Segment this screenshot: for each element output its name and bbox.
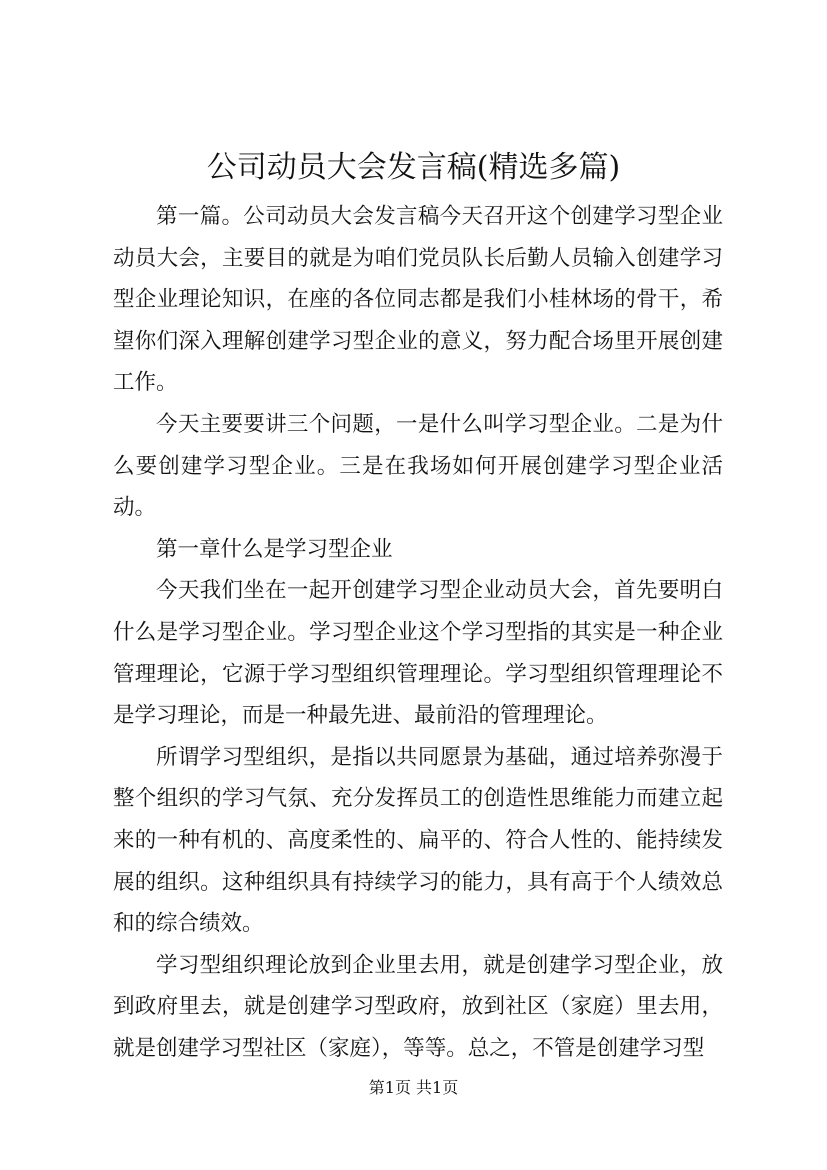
page-footer: 第1页 共1页 [368,1078,459,1097]
chapter-heading: 第一章什么是学习型企业 [156,536,393,562]
paragraph-intro: 第一篇。公司动员大会发言稿今天召开这个创建学习型企业动员大会，主要目的就是为咱们党员队长后勤人员输入创建学习型企业理论知识，在座的各位同志都是我们小桂林场的骨干，希望你们深入理解创建学习型企业的意义，努力配合场里开展创建工作。 [113,204,723,396]
paragraph-application: 学习型组织理论放到企业里去用，就是创建学习型企业，放到政府里去，就是创建学习型政府，放到社区（家庭）里去用，就是创建学习型社区（家庭），等等。总之，不管是创建学习型 [113,952,723,1061]
page-title: 公司动员大会发言稿(精选多篇) [206,150,621,185]
paragraph-definition: 所谓学习型组织，是指以共同愿景为基础，通过培养弥漫于整个组织的学习气氛、充分发挥员工的创造性思维能力而建立起来的一种有机的、高度柔性的、扁平的、符合人性的、能持续发展的组织。这种组织具有持续学习的能力，具有高于个人绩效总和的综合绩效。 [113,744,723,937]
paragraph-what-is: 今天我们坐在一起开创建学习型企业动员大会，首先要明白什么是学习型企业。学习型企业这个学习型指的其实是一种企业管理理论，它源于学习型组织管理理论。学习型组织管理理论不是学习理论，而是一种最先进、最前沿的管理理论。 [113,578,723,729]
document-body [113,196,723,1069]
paragraph-three-questions: 今天主要要讲三个问题，一是什么叫学习型企业。二是为什么要创建学习型企业。三是在我场如何开展创建学习型企业活动。 [113,411,723,521]
